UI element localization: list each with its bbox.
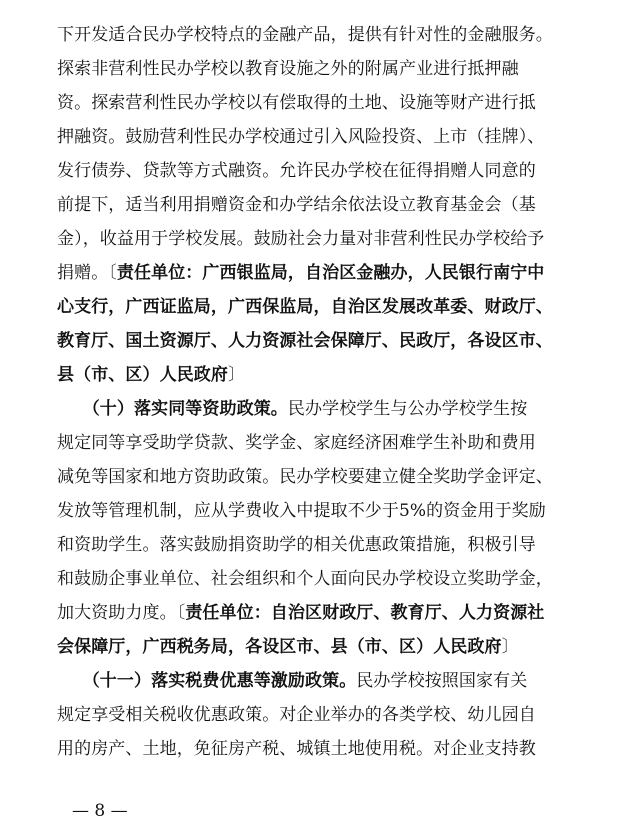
text-line (57, 358, 579, 392)
text-line (57, 460, 579, 494)
body-text (57, 18, 579, 766)
bold-text-segment: 心支行，广西证监局，广西保监局，自治区发展改革委、财政厅、 (57, 297, 553, 317)
text-line (57, 698, 579, 732)
text-line (57, 52, 579, 86)
bold-text-segment: 责任单位：广西银监局，自治区金融办，人民银行南宁中 (116, 263, 545, 283)
text-segment: 押融资。鼓励营利性民办学校通过引入风险投资、上市（挂牌）、 (57, 127, 545, 147)
text-line (57, 290, 579, 324)
page-number: — 8 — (72, 801, 128, 821)
text-line (57, 528, 579, 562)
text-segment: 和资助学生。落实鼓励捐资助学的相关优惠政策措施，积极引导 (57, 535, 536, 555)
text-segment: 民办学校学生与公办学校学生按 (287, 399, 528, 419)
bold-text-segment: （十一）落实税费优惠等激励政策。 (57, 671, 357, 691)
text-segment: 资。探索营利性民办学校以有偿取得的土地、设施等财产进行抵 (57, 93, 536, 113)
text-segment: 发放等管理机制，应从学费收入中提取不少于5%的资金用于奖励 (57, 501, 546, 521)
text-line (57, 494, 579, 528)
text-line (57, 732, 579, 766)
bold-text-segment: 县（市、区）人民政府 (57, 365, 228, 385)
text-segment: 减免等国家和地方资助政策。民办学校要建立健全奖助学金评定、 (57, 467, 553, 487)
text-line (57, 256, 579, 290)
text-segment: 规定享受相关税收优惠政策。对企业举办的各类学校、幼儿园自 (57, 705, 536, 725)
text-segment: 下开发适合民办学校特点的金融产品，提供有针对性的金融服务。 (57, 25, 553, 45)
text-line (57, 426, 579, 460)
text-segment: 加大资助力度。〔 (57, 603, 186, 623)
text-segment: 民办学校按照国家有关 (356, 671, 528, 691)
text-line (57, 86, 579, 120)
text-segment: 发行债券、贷款等方式融资。允许民办学校在征得捐赠人同意的 (57, 161, 536, 181)
text-line (57, 630, 579, 664)
text-segment: 规定同等享受助学贷款、奖学金、家庭经济困难学生补助和费用 (57, 433, 536, 453)
text-segment: 〕 (501, 637, 519, 657)
text-segment: 金），收益用于学校发展。鼓励社会力量对非营利性民办学校给予 (57, 229, 545, 249)
text-line (57, 120, 579, 154)
bold-text-segment: 教育厅、国土资源厅、人力资源社会保障厅、民政厅，各设区市、 (57, 331, 553, 351)
bold-text-segment: 会保障厅，广西税务局，各设区市、县（市、区）人民政府 (57, 637, 502, 657)
text-segment: 〕 (228, 365, 246, 385)
text-line (57, 18, 579, 52)
text-line (57, 664, 579, 698)
text-line (57, 596, 579, 630)
text-line (57, 154, 579, 188)
text-segment: 捐赠。〔 (57, 263, 117, 283)
text-segment: 和鼓励企事业单位、社会组织和个人面向民办学校设立奖助学金， (57, 569, 553, 589)
bold-text-segment: （十）落实同等资助政策。 (57, 399, 288, 419)
text-line (57, 188, 579, 222)
text-line (57, 562, 579, 596)
text-line (57, 392, 579, 426)
text-segment: 用的房产、土地，免征房产税、城镇土地使用税。对企业支持教 (57, 739, 536, 759)
bold-text-segment: 责任单位：自治区财政厅、教育厅、人力资源社 (185, 603, 545, 623)
text-line (57, 324, 579, 358)
text-line (57, 222, 579, 256)
text-segment: 探索非营利性民办学校以教育设施之外的附属产业进行抵押融 (57, 59, 519, 79)
text-segment: 前提下，适当利用捐赠资金和办学结余依法设立教育基金会（基 (57, 195, 536, 215)
